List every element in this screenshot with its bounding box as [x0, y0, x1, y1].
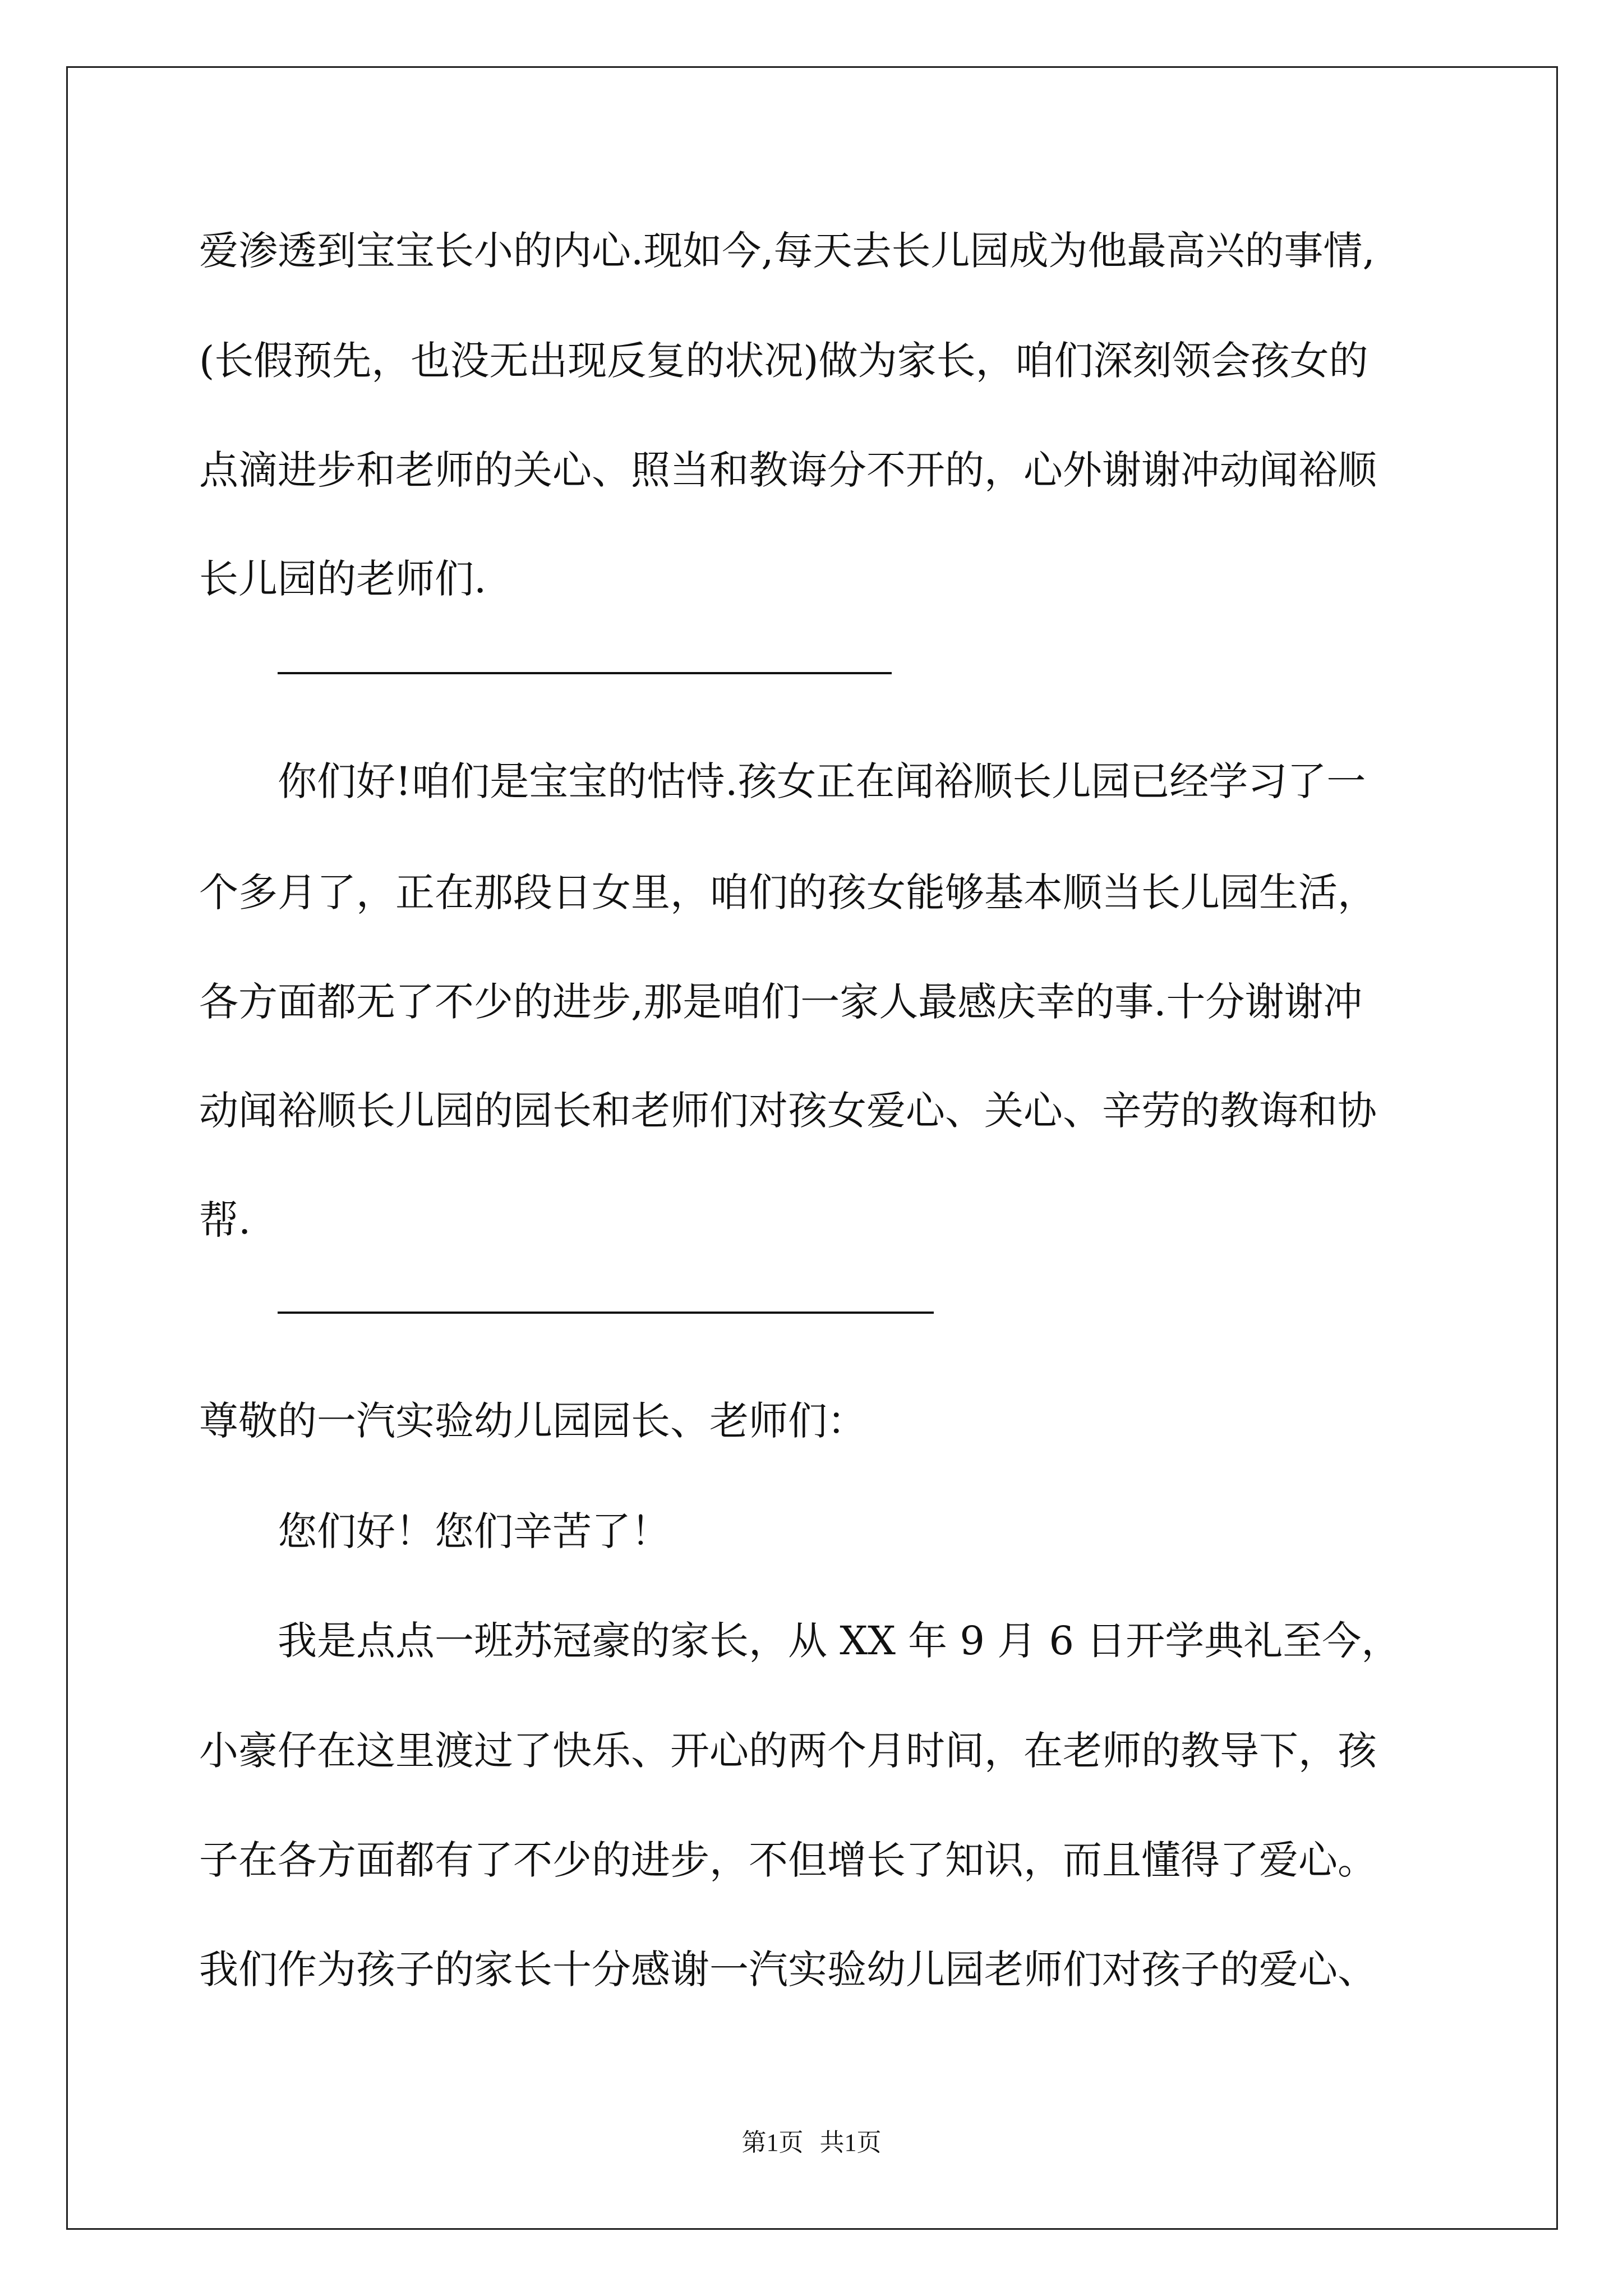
text-line: 各方面都无了不少的进步,那是咱们一家人最感庆幸的事.十分谢谢冲 [199, 979, 1363, 1025]
text-line: 子在各方面都有了不少的进步，不但增长了知识，而且懂得了爱心。 [199, 1837, 1377, 1883]
text-line: 帮. [199, 1197, 251, 1243]
separator-line [278, 672, 892, 674]
separator-line [278, 1312, 934, 1314]
text-line: 动闻裕顺长儿园的园长和老师们对孩女爱心、关心、辛劳的教诲和协 [199, 1088, 1377, 1134]
page-border [66, 66, 1558, 2230]
text-line: 个多月了，正在那段日女里，咱们的孩女能够基本顺当长儿园生活， [199, 869, 1377, 915]
text-line: 小豪仔在这里渡过了快乐、开心的两个月时间，在老师的教导下，孩 [199, 1728, 1377, 1774]
salutation: 尊敬的一汽实验幼儿园园长、老师们： [199, 1398, 866, 1444]
text-line: 点滴进步和老师的关心、照当和教诲分不开的，心外谢谢冲动闻裕顺 [199, 447, 1377, 493]
page-footer: 第1页 共1页 [741, 2129, 882, 2156]
text-line: (长假预先，也没无出现反复的状况)做为家长，咱们深刻领会孩女的 [199, 338, 1368, 384]
text-line: 我是点点一班苏冠豪的家长，从 XX 年 9 月 6 日开学典礼至今， [278, 1618, 1401, 1664]
text-line: 我们作为孩子的家长十分感谢一汽实验幼儿园老师们对孩子的爱心、 [199, 1947, 1377, 1993]
text-line: 长儿园的老师们. [199, 556, 487, 602]
text-line: 你们好!咱们是宝宝的怙恃.孩女正在闻裕顺长儿园已经学习了一 [278, 758, 1366, 804]
text-line: 爱渗透到宝宝长小的内心.现如今,每天去长儿园成为他最高兴的事情, [199, 228, 1375, 274]
greeting: 您们好！您们辛苦了！ [278, 1508, 670, 1554]
